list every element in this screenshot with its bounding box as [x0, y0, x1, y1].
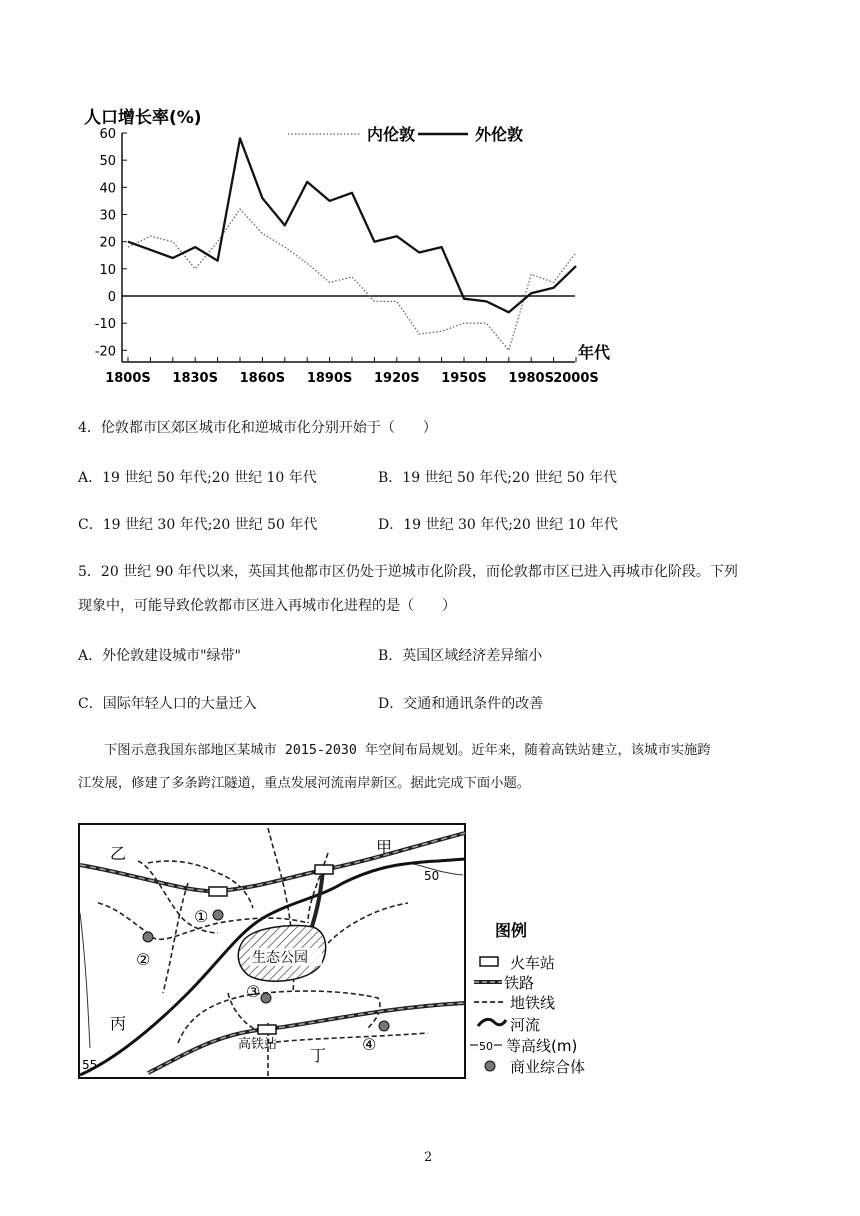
q5-option-d[interactable]: D．交通和通讯条件的改善 [378, 696, 544, 712]
y-tick-label: 20 [99, 235, 116, 251]
legend-complex-label: 商业综合体 [510, 1058, 586, 1076]
x-tick-label: 1800S [105, 371, 151, 386]
q5-option-b[interactable]: B．英国区域经济差异缩小 [378, 648, 543, 664]
y-tick-label: 0 [107, 290, 116, 305]
inner-london-series-line [128, 209, 576, 350]
site-4-label: ④ [362, 1035, 377, 1054]
high-speed-rail-station [258, 1025, 276, 1034]
legend-contour-label: 等高线(m) [506, 1037, 578, 1055]
legend-contour-number: 50 [479, 1040, 493, 1053]
question-5-stem-line2: 现象中，可能导致伦敦都市区进入再城市化进程的是（ ） [78, 598, 456, 614]
intro-paragraph-line2: 江发展，修建了多条跨江隧道，重点发展河流南岸新区。据此完成下面小题。 [78, 776, 531, 791]
legend-station-label: 火车站 [510, 954, 556, 972]
y-tick-label: 40 [99, 181, 116, 197]
x-tick-label: 1920S [374, 371, 420, 386]
population-growth-chart [70, 100, 630, 390]
site-1-label: ① [194, 907, 209, 926]
commercial-complex-1 [213, 910, 223, 920]
legend-inner-label: 内伦敦 [367, 125, 416, 144]
x-tick-label: 1890S [306, 371, 353, 386]
hsr-station-label: 高铁站 [238, 1037, 278, 1052]
city-layout-map [78, 823, 468, 1081]
q4-option-c[interactable]: C．19 世纪 30 年代;20 世纪 50 年代 [78, 517, 318, 533]
site-2-label: ② [136, 950, 151, 969]
y-tick-label: -10 [94, 317, 116, 333]
y-tick-label: 30 [99, 208, 116, 224]
train-station-north-west [209, 887, 227, 896]
q5-option-c[interactable]: C．国际年轻人口的大量迁入 [78, 696, 257, 712]
y-tick-label: -20 [94, 344, 116, 360]
question-5-stem-line1: 5．20 世纪 90 年代以来，英国其他都市区仍处于逆城市化阶段，而伦敦都市区已进入再城市化阶段。下列 [78, 564, 738, 580]
y-tick-label: 60 [99, 127, 116, 142]
eco-park-label: 生态公园 [252, 950, 308, 966]
contour-label-55: 55 [82, 1058, 98, 1072]
commercial-complex-3 [261, 993, 271, 1003]
legend-railway-label: 铁路 [504, 974, 535, 992]
legend-river-icon [478, 1019, 506, 1026]
legend-complex-icon [485, 1061, 495, 1071]
legend-outer-label: 外伦敦 [475, 125, 524, 144]
legend-station-icon [480, 957, 498, 966]
label-bing: 丙 [110, 1014, 127, 1033]
intro-paragraph-line1: 下图示意我国东部地区某城市 2015-2030 年空间布局规划。近年来，随着高铁站建立，该城市实施跨 [104, 743, 711, 758]
commercial-complex-4 [379, 1021, 389, 1031]
chart-xlabel: 年代 [578, 343, 611, 362]
x-tick-label: 1950S [441, 371, 487, 386]
label-yi: 乙 [110, 844, 127, 863]
label-jia: 甲 [376, 838, 393, 857]
q4-option-a[interactable]: A．19 世纪 50 年代;20 世纪 10 年代 [78, 470, 317, 486]
x-tick-label: 2000S [553, 371, 599, 386]
q4-option-b[interactable]: B．19 世纪 50 年代;20 世纪 50 年代 [378, 470, 617, 486]
x-tick-label: 1980S [508, 371, 554, 386]
legend-river-label: 河流 [510, 1016, 541, 1034]
train-station-north-east [315, 865, 333, 874]
legend-title: 图例 [495, 921, 528, 940]
y-tick-label: 50 [99, 154, 116, 170]
y-tick-label: 10 [99, 262, 116, 278]
question-4-stem: 4．伦敦都市区郊区城市化和逆城市化分别开始于（ ） [78, 420, 437, 436]
chart-ylabel: 人口增长率(%) [84, 108, 202, 128]
x-tick-label: 1860S [239, 371, 286, 386]
map-legend [470, 912, 630, 1082]
q5-option-a[interactable]: A．外伦敦建设城市"绿带" [78, 648, 241, 664]
site-3-label: ③ [246, 982, 261, 1001]
x-tick-label: 1830S [172, 371, 218, 386]
outer-london-series-line [128, 138, 576, 312]
q4-option-d[interactable]: D．19 世纪 30 年代;20 世纪 10 年代 [378, 517, 618, 533]
commercial-complex-2 [143, 932, 153, 942]
contour-label-50: 50 [424, 869, 440, 883]
legend-subway-label: 地铁线 [510, 994, 556, 1012]
label-ding: 丁 [310, 1046, 327, 1065]
page-number: 2 [424, 1150, 433, 1165]
